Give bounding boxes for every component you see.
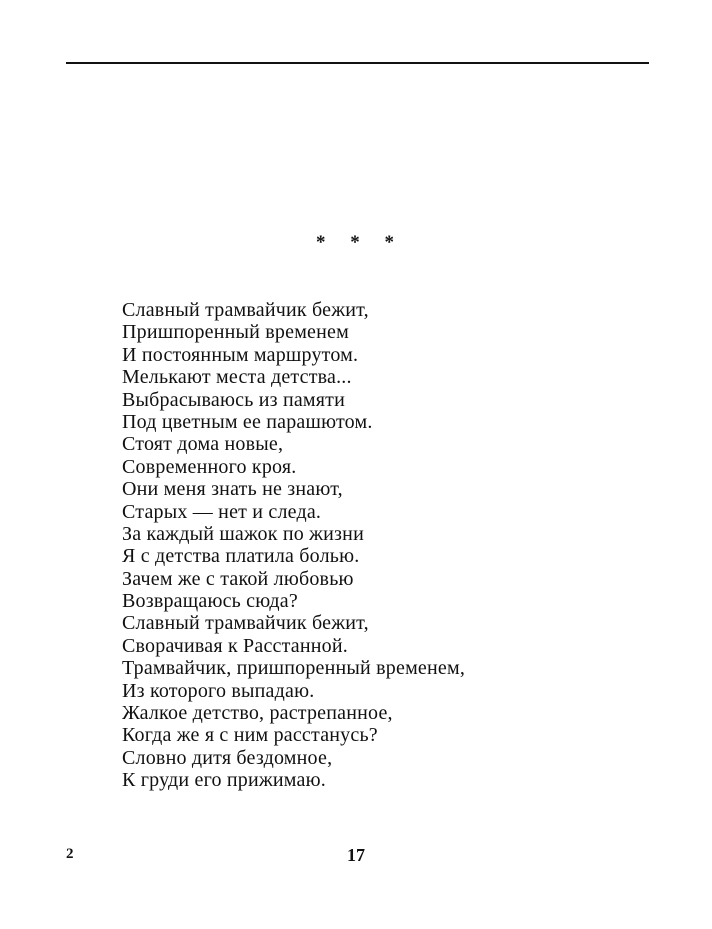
section-mark: * * *: [316, 232, 404, 253]
page-number: 17: [347, 845, 365, 865]
poem-line: К груди его прижимаю.: [122, 769, 326, 792]
poem-line: Когда же я с ним расстанусь?: [122, 724, 378, 747]
poem-line: Трамвайчик, пришпоренный временем,: [122, 657, 466, 680]
poem-line: Славный трамвайчик бежит,: [122, 299, 369, 321]
poem-line: Славный трамвайчик бежит,: [122, 612, 369, 635]
poem-line: За каждый шажок по жизни: [122, 522, 364, 545]
poem-line: Старых — нет и следа.: [122, 500, 322, 523]
poem-line: И постоянным маршрутом.: [122, 343, 359, 366]
poem-line: Под цветным ее парашютом.: [122, 410, 373, 433]
poem-line: Словно дитя бездомное,: [122, 746, 333, 769]
top-rule: [66, 62, 649, 64]
signature-mark: 2: [66, 846, 74, 862]
poem-line: Они меня знать не знают,: [122, 478, 343, 501]
poem-line: Зачем же с такой любовью: [122, 567, 354, 590]
poem-line: Пришпоренный временем: [122, 321, 349, 344]
poem-line: Сворачивая к Расстанной.: [122, 634, 348, 657]
poem-line: Стоят дома новые,: [122, 433, 284, 456]
poem-line: Современного кроя.: [122, 455, 297, 478]
poem-line: Выбрасываюсь из памяти: [122, 388, 346, 411]
poem-line: Возвращаюсь сюда?: [122, 590, 298, 613]
poem: [122, 299, 465, 792]
poem-line: Мелькают места детства...: [122, 366, 352, 389]
poem-line: Жалкое детство, растрепанное,: [122, 702, 393, 725]
poem-line: Из которого выпадаю.: [122, 679, 315, 702]
poem-line: Я с детства платила болью.: [122, 545, 360, 568]
